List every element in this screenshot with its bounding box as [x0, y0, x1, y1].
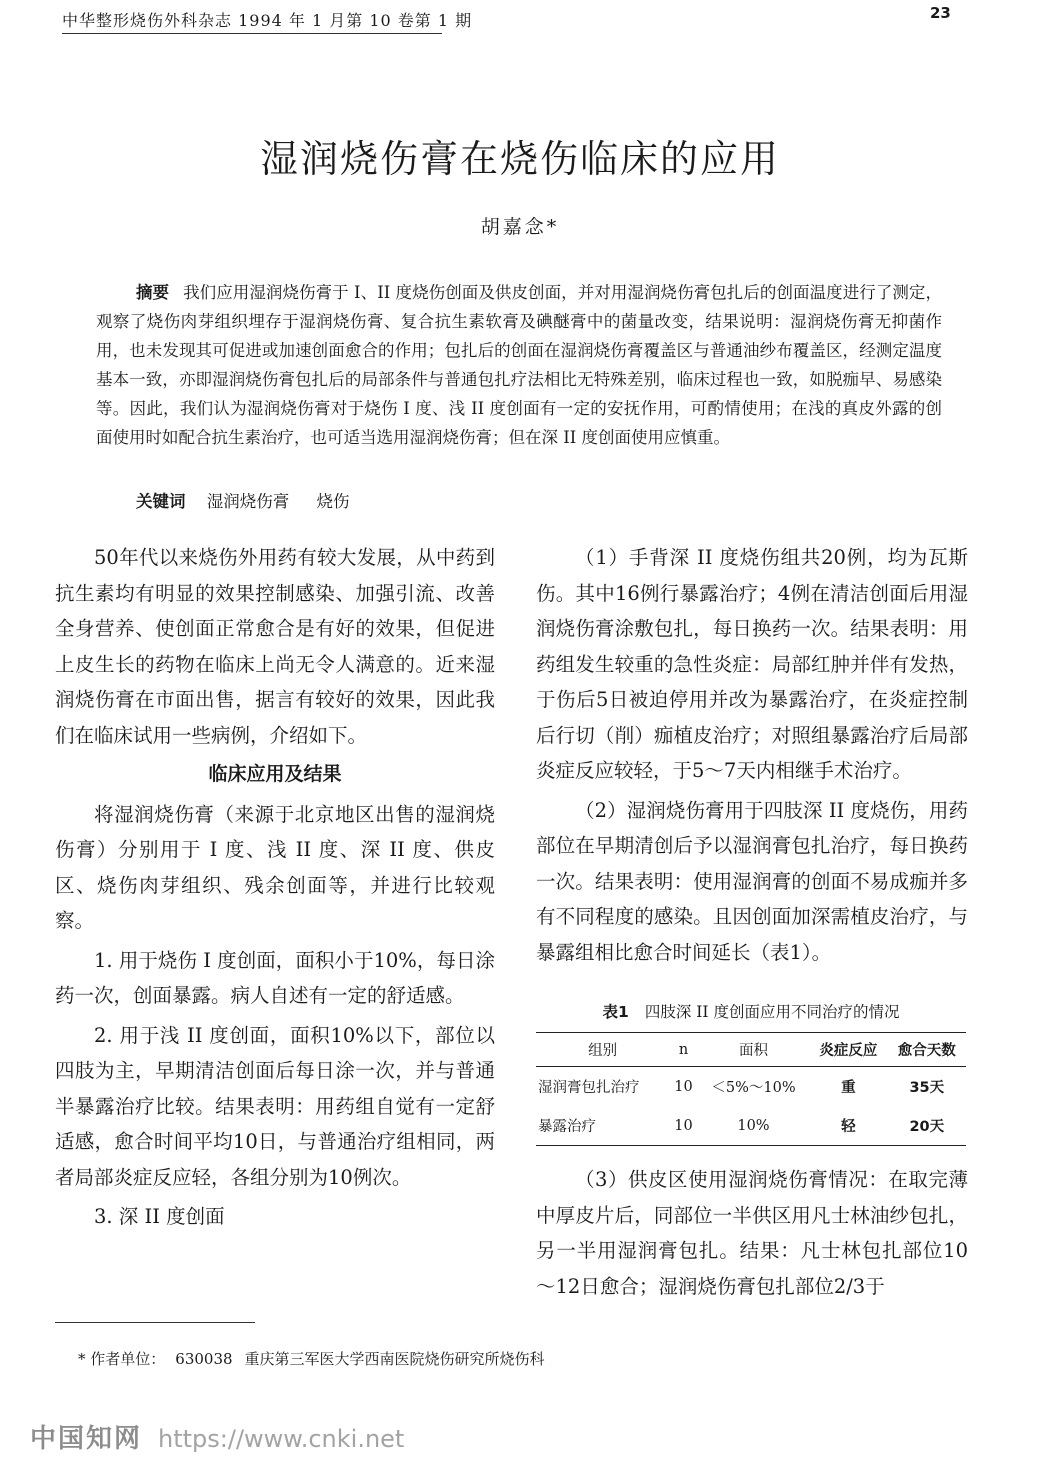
right-column-continued — [536, 1162, 968, 1304]
table-cell: 10 — [674, 1078, 693, 1095]
author-name: 胡嘉念* — [480, 216, 560, 238]
cnki-watermark — [30, 1418, 404, 1455]
table-header-cell: 愈合天数 — [897, 1043, 956, 1059]
keyword-item: 烧伤 — [316, 492, 350, 511]
table-header-cell: 炎症反应 — [819, 1043, 878, 1059]
intro-paragraph: 50年代以来烧伤外用药有较大发展，从中药到抗生素均有明显的效果控制感染、加强引流、改善全身营养、使创面正常愈合是有好的效果，但促进上皮生长的药物在临床上尚无令人满意的。近来湿润烧伤膏在市面出售，据言有较好的效果，因此我们在临床试用一些病例，介绍如下。 — [55, 546, 495, 747]
cnki-logo: 中国知网 — [30, 1424, 143, 1454]
right-column — [536, 540, 968, 970]
table-cell: 轻 — [841, 1119, 856, 1135]
table-header-cell: 面积 — [738, 1043, 768, 1059]
table-1 — [536, 1000, 966, 1146]
keywords-label: 关键词 — [136, 492, 186, 511]
table-row — [536, 1106, 966, 1146]
table-cell: 10 — [674, 1117, 693, 1134]
left-column — [55, 540, 495, 1235]
item-1-paragraph: 1. 用于烧伤 I 度创面，面积小于10%，每日涂药一次，创面暴露。病人自述有一定的舒适感。 — [55, 948, 495, 1007]
abstract-text: 我们应用湿润烧伤膏于 I、II 度烧伤创面及供皮创面，并对用湿润烧伤膏包扎后的创面温度进行了测定，观察了烧伤肉芽组织埋存于湿润烧伤膏、复合抗生素软膏及碘醚膏中的菌量改变，结果说明：湿润烧伤膏无抑菌作用，也未发现其可促进或加速创面愈合的作用；包扎后的创面在湿润烧伤膏覆盖区与普通油纱布覆盖区，经测定温度基本一致，亦即湿润烧伤膏包扎后的局部条件与普通包扎疗法相比无特殊差别，临床过程也一致，如脱痂早、易感染等。因此，我们认为湿润烧伤膏对于烧伤 I 度、浅 II 度创面有一定的安抚作用，可酌情使用；在浅的真皮外露的创面使用时如配合抗生素治疗，也可适当选用湿润烧伤膏；但在深 II 度创面使用应慎重。 — [96, 283, 942, 447]
methods-paragraph: 将湿润烧伤膏（来源于北京地区出售的湿润烧伤膏）分别用于 I 度、浅 II 度、深 II 度、供皮区、烧伤肉芽组织、残余创面等，并进行比较观察。 — [55, 802, 495, 932]
abstract — [96, 278, 942, 452]
cnki-url: https://www.cnki.net — [158, 1425, 405, 1453]
keyword-item: 湿润烧伤膏 — [206, 492, 290, 511]
table-cell: 湿润膏包扎治疗 — [538, 1080, 640, 1096]
table-number: 表1 — [602, 1003, 629, 1021]
footnote-affiliation: 重庆第三军医大学西南医院烧伤研究所烧伤科 — [244, 1350, 545, 1368]
table-cell: ＜5%～10% — [711, 1080, 796, 1096]
data-table — [536, 1032, 966, 1146]
table-caption — [536, 1000, 966, 1022]
section-heading: 临床应用及结果 — [208, 763, 342, 785]
keywords — [136, 488, 372, 512]
table-cell: 20天 — [909, 1119, 945, 1135]
footnote-rule — [55, 1322, 255, 1323]
table-row — [536, 1067, 966, 1107]
table-caption-text: 四肢深 II 度创面应用不同治疗的情况 — [644, 1003, 900, 1021]
table-cell: 暴露治疗 — [538, 1119, 596, 1135]
table-header-cell: 组别 — [588, 1043, 618, 1059]
table-header-cell: n — [678, 1041, 689, 1058]
table-cell: 重 — [841, 1080, 856, 1096]
sub-1-paragraph: （1）手背深 II 度烧伤组共20例，均为瓦斯伤。其中16例行暴露治疗；4例在清洁创面后用湿润烧伤膏涂敷包扎，每日换药一次。结果表明：用药组发生较重的急性炎症：局部红肿并伴有发热，于伤后5日被迫停用并改为暴露治疗，在炎症控制后行切（削）痂植皮治疗；对照组暴露治疗后局部炎症反应较轻，于5～7天内相继手术治疗。 — [536, 546, 968, 782]
running-head: 中华整形烧伤外科杂志 1994 年 1 月第 10 卷第 1 期 — [62, 8, 442, 34]
item-3-heading: 3. 深 II 度创面 — [94, 1205, 225, 1228]
table-header-row — [536, 1033, 966, 1067]
footnote-label: * 作者单位： — [78, 1350, 166, 1368]
page-number: 23 — [930, 4, 951, 22]
footnote — [78, 1348, 545, 1369]
sub-3-paragraph: （3）供皮区使用湿润烧伤膏情况：在取完薄中厚皮片后，同部位一半供区用凡士林油纱包扎，另一半用湿润膏包扎。结果：凡士林包扎部位10～12日愈合；湿润烧伤膏包扎部位2/3于 — [536, 1168, 968, 1298]
item-2-paragraph: 2. 用于浅 II 度创面，面积10%以下，部位以四肢为主，早期清洁创面后每日涂一次，并与普通半暴露治疗比较。结果表明：用药组自觉有一定舒适感，愈合时间平均10日，与普通治疗组相同，两者局部炎症反应轻，各组分别为10例次。 — [55, 1023, 495, 1189]
table-cell: 35天 — [909, 1080, 945, 1096]
sub-2-paragraph: （2）湿润烧伤膏用于四肢深 II 度烧伤，用药部位在早期清创后予以湿润膏包扎治疗，每日换药一次。结果表明：使用湿润膏的创面不易成痂并多有不同程度的感染。且因创面加深需植皮治疗，与暴露组相比愈合时间延长（表1）。 — [536, 798, 968, 964]
footnote-postal-code: 630038 — [175, 1350, 233, 1368]
abstract-label: 摘要 — [136, 283, 170, 302]
article-title: 湿润烧伤膏在烧伤临床的应用 — [259, 137, 780, 181]
table-cell: 10% — [737, 1117, 770, 1134]
